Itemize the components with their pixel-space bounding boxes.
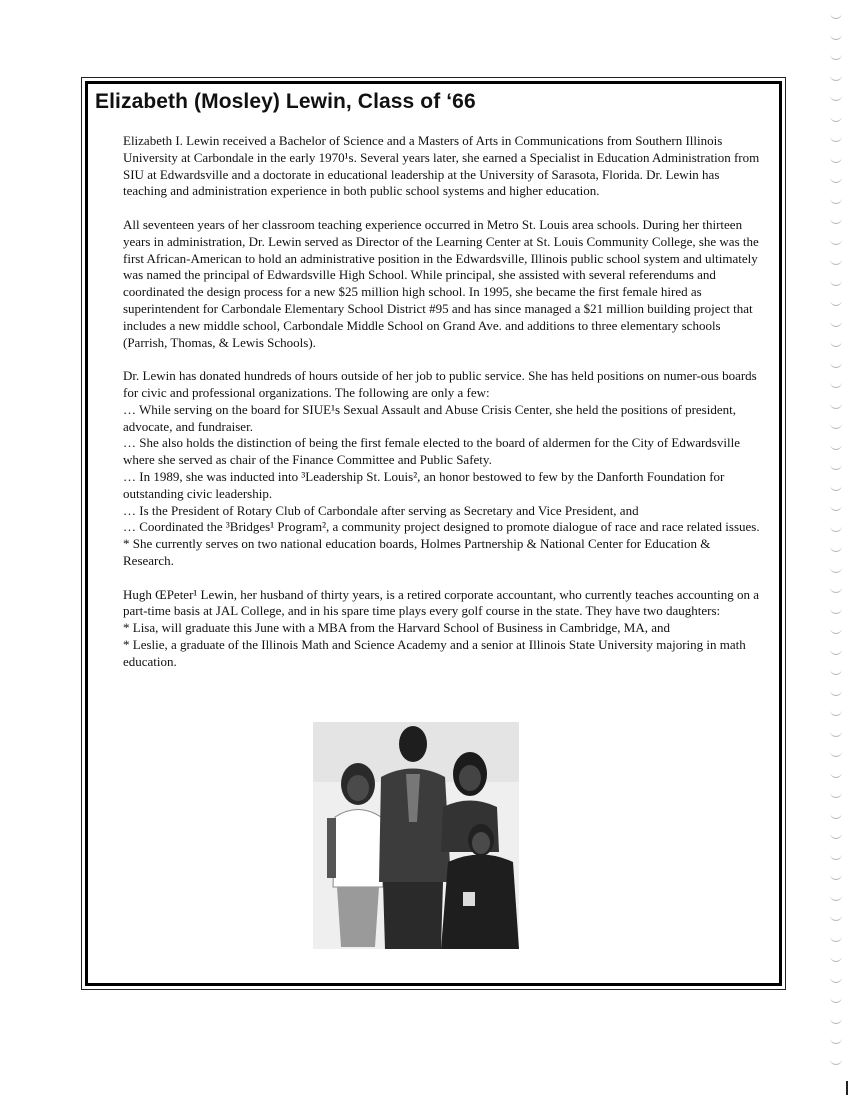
list-item: * Leslie, a graduate of the Illinois Math and Science Academy and a senior at Illinois State University majoring in math education. [123, 636, 746, 669]
list-item: * She currently serves on two national education boards, Holmes Partnership & National Center for Education & Research. [123, 536, 711, 568]
binder-hole [830, 605, 842, 614]
binder-hole [830, 748, 842, 757]
binder-hole [830, 625, 842, 634]
family-intro: Hugh ŒPeter¹ Lewin, her husband of thirty years, is a retired corporate accountant, who currently teaches accounting on a part-time basis at JAL College, and in his spare time plays every golf course in the state. They have two daughters: [123, 586, 759, 619]
list-item: … Coordinated the ³Bridges¹ Program², a community project designed to promote dialogue of race and race related issues. [123, 519, 760, 535]
binder-hole [830, 297, 842, 306]
binder-holes [826, 10, 842, 1090]
binder-hole [830, 441, 842, 450]
binder-hole [830, 318, 842, 327]
binder-hole [830, 769, 842, 778]
binder-hole [830, 830, 842, 839]
binder-hole [830, 215, 842, 224]
binder-hole [830, 113, 842, 122]
binder-hole [830, 974, 842, 983]
binder-hole [830, 10, 842, 19]
binder-hole [830, 277, 842, 286]
binder-hole [830, 31, 842, 40]
binder-hole [830, 72, 842, 81]
binder-hole [830, 256, 842, 265]
public-service-section [123, 368, 761, 570]
binder-hole [830, 666, 842, 675]
page-title: Elizabeth (Mosley) Lewin, Class of ‘66 [95, 90, 476, 113]
list-item: … Is the President of Rotary Club of Carbondale after serving as Secretary and Vice President, and [123, 502, 639, 518]
binder-hole [830, 564, 842, 573]
binder-hole [830, 871, 842, 880]
binder-hole [830, 543, 842, 552]
binder-hole [830, 359, 842, 368]
binder-hole [830, 461, 842, 470]
binder-hole [830, 1015, 842, 1024]
paragraph-education: Elizabeth I. Lewin received a Bachelor of Science and a Masters of Arts in Communications from Southern Illinois University at Carbondale in the early 1970¹s. Several years later, she earned a Specialist in Education Administration from SIU at Edwardsville and a doctorate in educational leadership at the University of Sarasota, Florida. Dr. Lewin has teaching and administration experience in both public school systems and higher education. [123, 133, 760, 199]
binder-hole [830, 892, 842, 901]
binder-hole [830, 133, 842, 142]
binder-hole [830, 851, 842, 860]
list-item: … She also holds the distinction of being the first female elected to the board of aldermen for the City of Edwardsville where she served as chair of the Finance Committee and Public Safety. [123, 435, 740, 468]
binder-hole [830, 502, 842, 511]
binder-hole [830, 728, 842, 737]
public-service-intro: Dr. Lewin has donated hundreds of hours outside of her job to public service. She has held positions on numer-ous boards for civic and professional organizations. The following are only a few: [123, 368, 757, 400]
binder-hole [830, 994, 842, 1003]
binder-hole [830, 523, 842, 532]
list-item: * Lisa, will graduate this June with a MBA from the Harvard School of Business in Cambridge, MA, and [123, 620, 671, 636]
binder-hole [830, 933, 842, 942]
binder-hole [830, 174, 842, 183]
binder-hole [830, 92, 842, 101]
binder-hole [830, 400, 842, 409]
list-item: … In 1989, she was inducted into ³Leadership St. Louis², an honor bestowed to few by the Danforth Foundation for outstanding civic leadership. [123, 468, 725, 501]
binder-hole [830, 687, 842, 696]
binder-hole [830, 482, 842, 491]
binder-hole [830, 51, 842, 60]
binder-hole [830, 707, 842, 716]
binder-hole [830, 953, 842, 962]
binder-hole [830, 810, 842, 819]
article-body [123, 133, 761, 671]
binder-hole [830, 236, 842, 245]
binder-hole [830, 1056, 842, 1065]
list-item: … While serving on the board for SIUE¹s Sexual Assault and Abuse Crisis Center, she held the positions of president, advocate, and fundraiser. [123, 401, 736, 434]
binder-hole [830, 789, 842, 798]
binder-hole [830, 1035, 842, 1044]
binder-hole [830, 646, 842, 655]
binder-hole [830, 912, 842, 921]
binder-hole [830, 379, 842, 388]
page-edge-mark [846, 1081, 848, 1095]
binder-hole [830, 338, 842, 347]
binder-hole [830, 584, 842, 593]
family-photo-image [313, 722, 519, 949]
binder-hole [830, 195, 842, 204]
binder-hole [830, 154, 842, 163]
family-section [123, 587, 761, 671]
binder-hole [830, 420, 842, 429]
family-photo [313, 722, 519, 949]
paragraph-career: All seventeen years of her classroom teaching experience occurred in Metro St. Louis area schools. During her thirteen years in administration, Dr. Lewin served as Director of the Learning Center at St. Louis Community College, she was the first African-American to hold an administrative position in the Edwardsville, Illinois public school system and ultimately was named the principal of Edwardsville High School. While principal, she assisted with several referendums and coordinated the design process for a new $25 million high school. In 1995, she became the first female hired as superintendent for Carbondale Elementary School District #95 and has since managed a $21 million building project that includes a new middle school, Carbondale Middle School on Grand Ave. and additions to three elementary schools (Parrish, Thomas, & Lewis Schools). [123, 216, 759, 350]
